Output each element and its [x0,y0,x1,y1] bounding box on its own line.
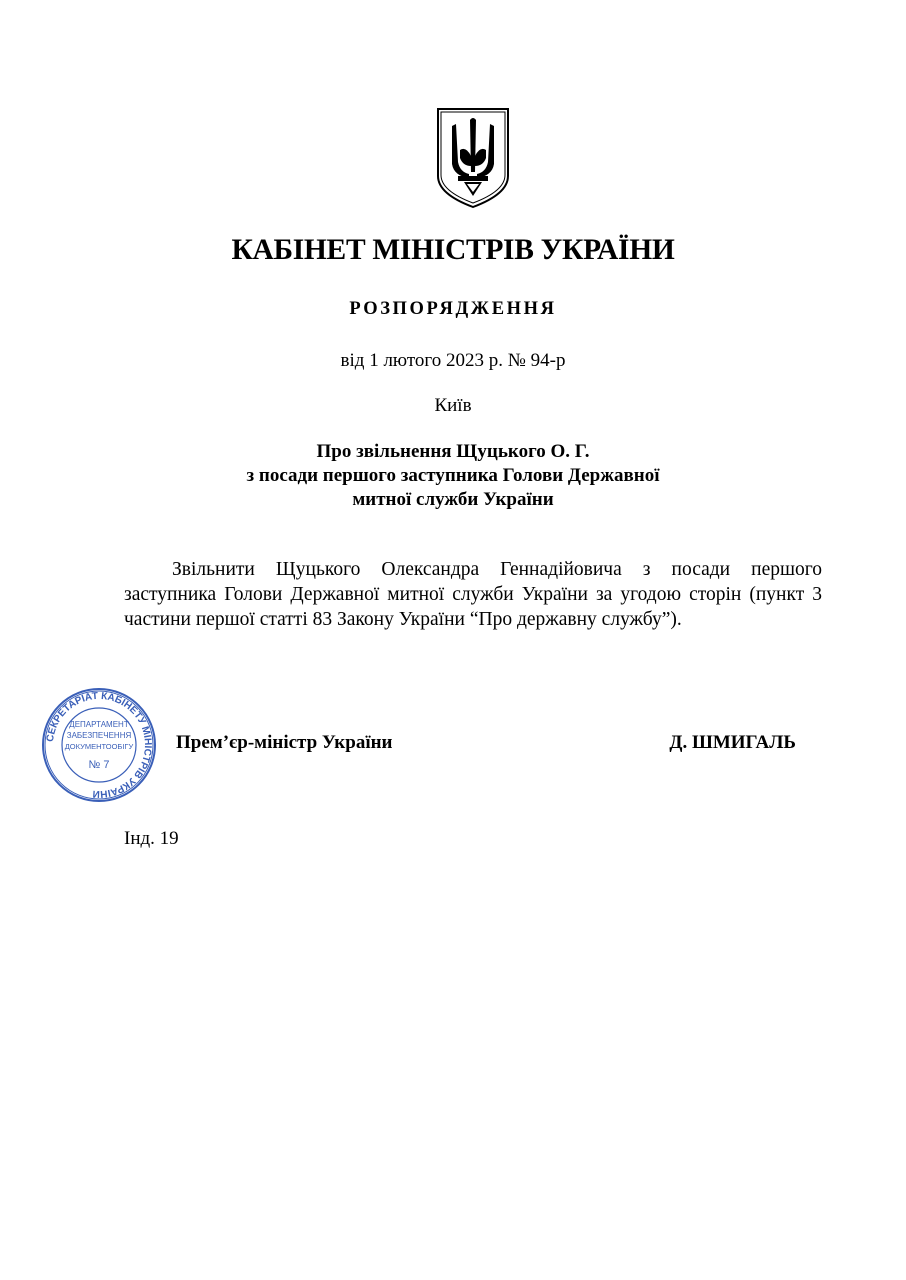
document-type: РОЗПОРЯДЖЕННЯ [349,299,557,319]
body-paragraph: Звільнити Щуцького Олександра Геннадійовича з посади першого заступника Голови Державної митної служби України за угодою сторін (пункт 3 частини першої статті 83 Закону України “Про державну службу”). [124,559,822,630]
subject-line: Про звільнення Щуцького О. Г. [316,441,590,462]
stamp-number: № 7 [88,759,110,771]
document-subject [0,440,906,512]
document-index: Інд. 19 [124,828,179,849]
authority-title: КАБІНЕТ МІНІСТРІВ УКРАЇНИ [231,234,675,266]
official-stamp [40,686,158,804]
stamp-ring-text: СЕКРЕТАРІАТ КАБІНЕТУ МІНІСТРІВ УКРАЇНИ [45,690,154,800]
signatory-name: Д. ШМИГАЛЬ [669,732,796,753]
date-and-number: від 1 лютого 2023 р. № 94-р [340,350,566,371]
subject-line: митної служби України [352,489,554,510]
stamp-inner-line: ЗАБЕЗПЕЧЕННЯ [66,731,132,740]
stamp-inner-line: ДОКУМЕНТООБІГУ [64,742,134,751]
coat-of-arms-icon [436,106,510,210]
signatory-position: Прем’єр-міністр України [176,732,393,753]
city: Київ [434,395,472,416]
subject-line: з посади першого заступника Голови Державної [246,465,660,486]
stamp-inner-line: ДЕПАРТАМЕНТ [69,720,129,729]
